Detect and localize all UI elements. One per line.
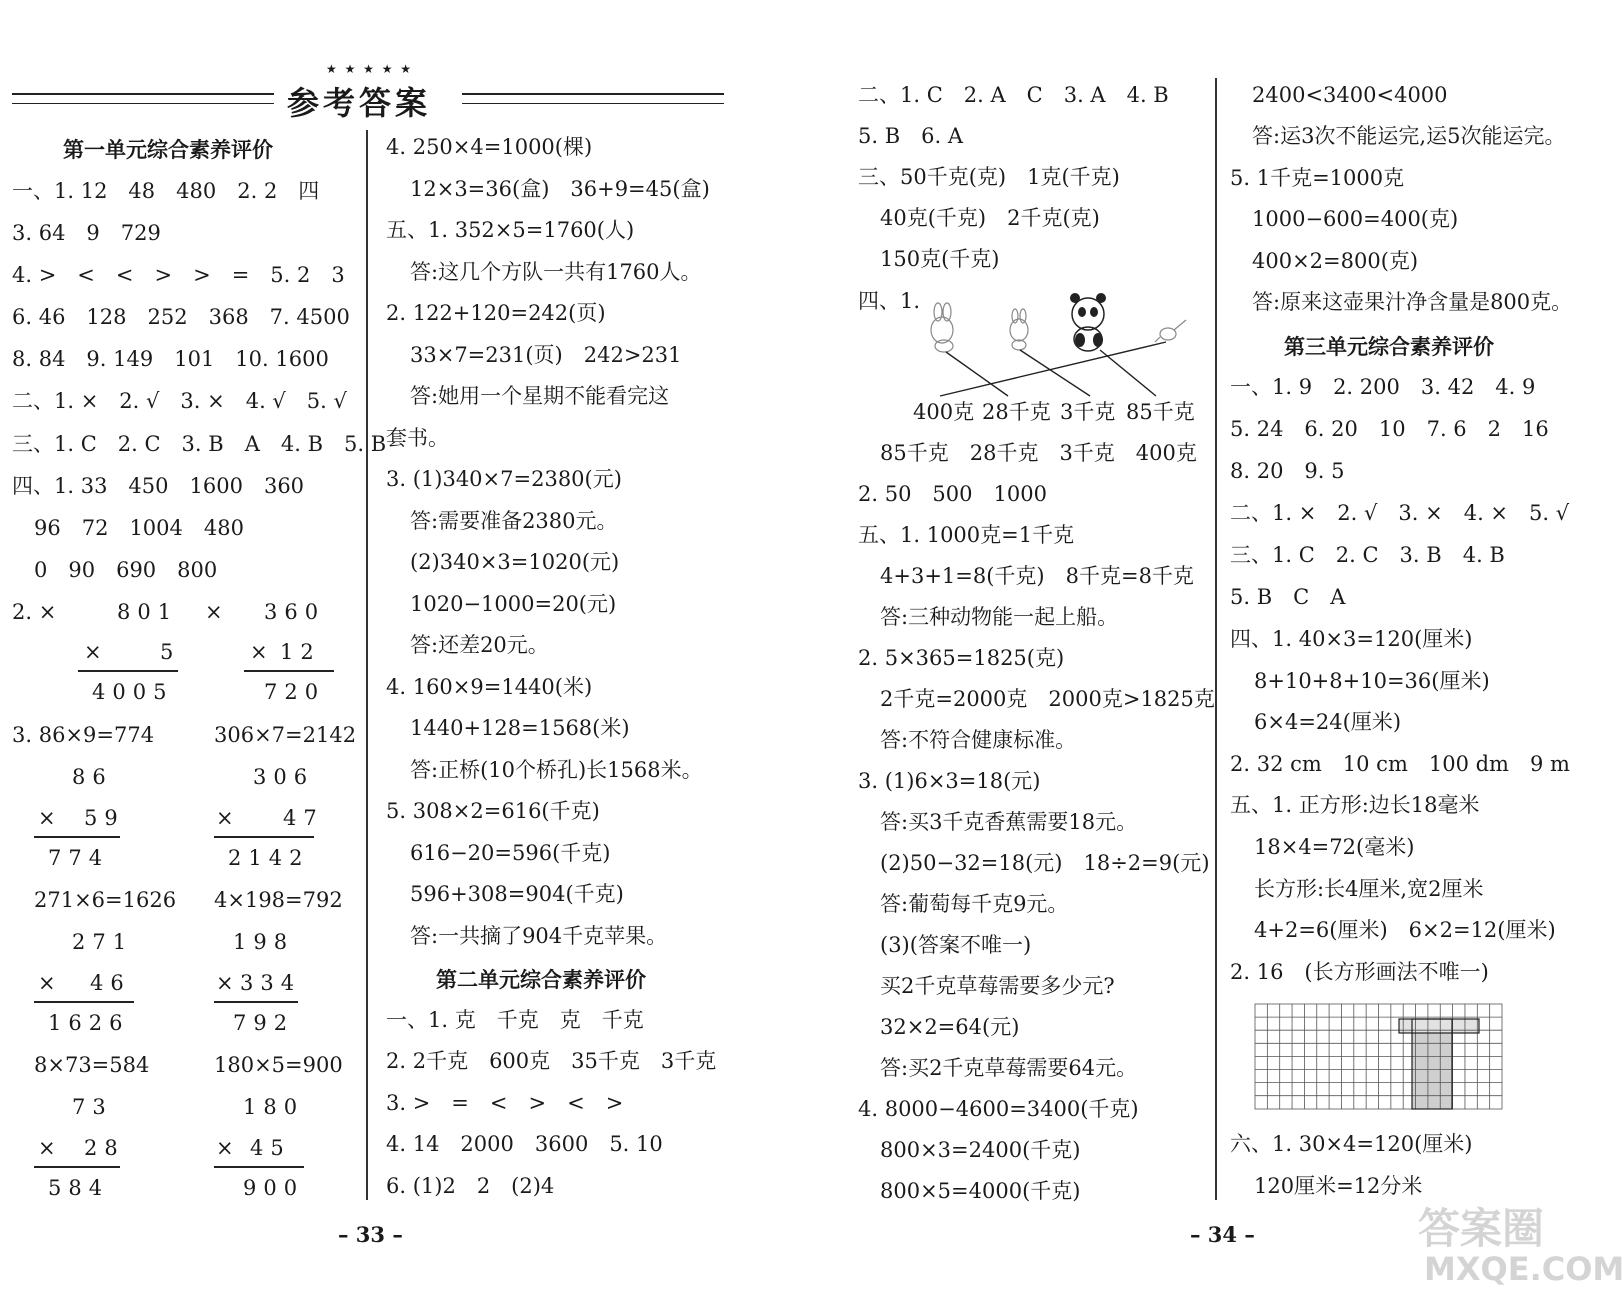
answer-line: 3. > = < > < >: [386, 1091, 624, 1115]
weight-label: 85千克: [1126, 400, 1195, 424]
page-title: 参考答案: [287, 84, 432, 122]
answer-line: 0 90 690 800: [34, 558, 218, 582]
vertical-multiplier: 12: [280, 640, 321, 664]
weight-label: 3千克: [1060, 400, 1116, 424]
vertical-top: 271: [72, 930, 134, 954]
rabbit-icon: [931, 303, 953, 352]
answer-line: 三、50千克(克) 1克(千克): [858, 165, 1120, 189]
answer-line: 4. 250×4=1000(棵): [386, 135, 593, 159]
vertical-top: 801: [117, 600, 179, 624]
panda-icon: [1070, 293, 1106, 351]
vertical-top: 73: [72, 1095, 113, 1119]
answer-line: 一、1. 12 48 480 2. 2 四: [12, 179, 320, 203]
vertical-top: 306: [253, 765, 315, 789]
answer-line: 二、1. C 2. A C 3. A 4. B: [858, 83, 1169, 107]
watermark-logo: 答案圈: [1418, 1204, 1545, 1253]
answer-line: 答:原来这壶果汁净含量是800克。: [1252, 290, 1573, 314]
answer-line: 六、1. 30×4=120(厘米): [1230, 1132, 1473, 1156]
answer-line: 6×4=24(厘米): [1254, 710, 1402, 734]
weight-label: 400克: [913, 400, 975, 424]
page-number-33: – 33 –: [338, 1222, 403, 1247]
answer-line: 答:一共摘了904千克苹果。: [410, 924, 668, 948]
answer-line: 三、1. C 2. C 3. B 4. B: [1230, 543, 1505, 567]
unit2-title: 第二单元综合素养评价: [436, 968, 646, 992]
answer-line: 5. 24 6. 20 10 7. 6 2 16: [1230, 417, 1549, 441]
vertical-multiplier: 45: [250, 1136, 291, 1160]
answer-line: 四、1. 40×3=120(厘米): [1230, 627, 1473, 651]
vertical-result: 720: [264, 680, 326, 704]
answer-line: 800×5=4000(千克): [880, 1179, 1081, 1203]
answer-line: 1020−1000=20(元): [410, 592, 617, 616]
answer-line: 596+308=904(千克): [410, 882, 624, 906]
vertical-top: 360: [264, 600, 326, 624]
unit3-title: 第三单元综合素养评价: [1284, 335, 1494, 359]
answer-line: 三、1. C 2. C 3. B A 4. B 5. B: [12, 432, 387, 456]
answer-line: 32×2=64(元): [880, 1015, 1020, 1039]
answer-line: 3. (1)340×7=2380(元): [386, 467, 622, 491]
equation: 306×7=2142: [214, 723, 357, 747]
answer-line: 长方形:长4厘米,宽2厘米: [1254, 877, 1484, 901]
page-number-34: – 34 –: [1190, 1222, 1255, 1247]
answer-line: 4+2=6(厘米) 6×2=12(厘米): [1254, 918, 1556, 942]
vertical-rule: [34, 1001, 134, 1003]
weight-label: 28千克: [982, 400, 1051, 424]
times-sign: ×: [216, 971, 234, 995]
answer-line: 2400<3400<4000: [1252, 83, 1448, 107]
answer-line: 答:需要准备2380元。: [410, 509, 618, 533]
answer-line: 33×7=231(页) 242>231: [410, 343, 682, 367]
times-sign: ×: [250, 640, 268, 664]
title-stars: ★ ★ ★ ★ ★: [326, 62, 414, 76]
vertical-multiplier: 5: [160, 640, 181, 664]
answer-line: 买2千克草莓需要多少元?: [880, 974, 1115, 998]
vertical-result: 1626: [48, 1011, 130, 1035]
grid-drawing: [1254, 1003, 1504, 1111]
vertical-rule: [244, 670, 334, 672]
answer-line: 616−20=596(千克): [410, 841, 611, 865]
times-sign: ×: [38, 1136, 56, 1160]
answer-line: 四、1.: [858, 289, 921, 313]
vertical-multiplier: 46: [90, 971, 131, 995]
column-divider-1: [366, 130, 368, 1200]
vertical-multiplier: 334: [240, 971, 302, 995]
answer-line: 3. (1)6×3=18(元): [858, 769, 1041, 793]
vertical-rule: [34, 1166, 120, 1168]
vertical-multiplier: 47: [283, 806, 324, 830]
vertical-rule: [214, 1166, 304, 1168]
answer-line: 3. 64 9 729: [12, 221, 161, 245]
answer-line: 答:买2千克草莓需要64元。: [880, 1056, 1138, 1080]
answer-line: 85千克 28千克 3千克 400克: [880, 441, 1197, 465]
vertical-rule: [34, 836, 120, 838]
answer-line: 4. 160×9=1440(米): [386, 675, 593, 699]
answer-line: (3)(答案不唯一): [880, 933, 1032, 957]
answer-line: (2)340×3=1020(元): [410, 550, 620, 574]
answer-line: 四、1. 33 450 1600 360: [12, 474, 305, 498]
rabbit-icon: [1010, 309, 1028, 350]
vertical-top: 86: [72, 765, 113, 789]
answer-line: 5. B 6. A: [858, 124, 964, 148]
answer-line: 答:葡萄每千克9元。: [880, 892, 1069, 916]
equation: 8×73=584: [34, 1053, 150, 1077]
answer-line: 6. 46 128 252 368 7. 4500: [12, 305, 350, 329]
watermark-url: MXQE.COM: [1424, 1250, 1624, 1288]
answer-line: 2. 32 cm 10 cm 100 dm 9 m: [1230, 752, 1570, 776]
answer-line: 一、1. 克 千克 克 千克: [386, 1008, 644, 1032]
equation: 271×6=1626: [34, 888, 177, 912]
answer-line: 答:这几个方队一共有1760人。: [410, 260, 702, 284]
bird-icon: [1155, 320, 1186, 342]
answer-line: 8. 20 9. 5: [1230, 459, 1345, 483]
vertical-multiplier: 28: [84, 1136, 125, 1160]
unit1-title: 第一单元综合素养评价: [63, 138, 273, 162]
vertical-top: 198: [233, 930, 295, 954]
answer-line: 五、1. 正方形:边长18毫米: [1230, 793, 1480, 817]
answer-line: 12×3=36(盒) 36+9=45(盒): [410, 177, 710, 201]
equation: 3. 86×9=774: [12, 723, 155, 747]
answer-line: 答:三种动物能一起上船。: [880, 605, 1119, 629]
vertical-result: 774: [48, 846, 110, 870]
answer-line: 5. 1千克=1000克: [1230, 166, 1405, 190]
equation: 180×5=900: [214, 1053, 343, 1077]
answer-line: 1440+128=1568(米): [410, 716, 630, 740]
answer-line: 5. B C A: [1230, 585, 1346, 609]
answer-line: 4+3+1=8(千克) 8千克=8千克: [880, 564, 1194, 588]
title-rule-left: [12, 93, 274, 104]
times-sign: ×: [216, 1136, 234, 1160]
answer-line: 2. 50 500 1000: [858, 482, 1047, 506]
answer-line: 96 72 1004 480: [34, 516, 244, 540]
vertical-multiplier: 59: [84, 806, 125, 830]
answer-line: 答:她用一个星期不能看完这: [410, 384, 670, 408]
answer-line: 五、1. 1000克=1千克: [858, 523, 1075, 547]
column-divider-2: [1215, 78, 1217, 1200]
answer-line: 2千克=2000克 2000克>1825克: [880, 687, 1215, 711]
answer-line: 答:不符合健康标准。: [880, 728, 1077, 752]
vertical-rule: [214, 1001, 298, 1003]
answer-line: 4. 14 2000 3600 5. 10: [386, 1132, 663, 1156]
answer-line: 二、1. × 2. √ 3. × 4. √ 5. √: [12, 389, 347, 413]
answer-line: 400×2=800(克): [1252, 249, 1419, 273]
question-label: 2. ×: [12, 600, 57, 624]
cross-mark: ×: [205, 600, 223, 624]
answer-line: 120厘米=12分米: [1254, 1174, 1423, 1198]
vertical-result: 900: [243, 1176, 305, 1200]
answer-line: 2. 122+120=242(页): [386, 301, 606, 325]
answer-line: (2)50−32=18(元) 18÷2=9(元): [880, 851, 1210, 875]
answer-line: 800×3=2400(千克): [880, 1138, 1081, 1162]
answer-line: 8+10+8+10=36(厘米): [1254, 669, 1490, 693]
answer-line: 2. 2千克 600克 35千克 3千克: [386, 1049, 717, 1073]
answer-line: 1000−600=400(克): [1252, 207, 1459, 231]
answer-line: 二、1. × 2. √ 3. × 4. × 5. √: [1230, 501, 1570, 525]
answer-line: 4. > < < > > = 5. 2 3: [12, 263, 345, 287]
answer-line: 答:还差20元。: [410, 633, 549, 657]
answer-line: 答:运3次不能运完,运5次能运完。: [1252, 124, 1566, 148]
answer-line: 150克(千克): [880, 247, 1000, 271]
vertical-top: 180: [243, 1095, 305, 1119]
vertical-result: 584: [48, 1176, 110, 1200]
answer-line: 2. 5×365=1825(克): [858, 646, 1065, 670]
title-rule-right: [462, 93, 724, 104]
answer-line: 8. 84 9. 149 101 10. 1600: [12, 347, 329, 371]
times-sign: ×: [38, 971, 56, 995]
answer-line: 5. 308×2=616(千克): [386, 799, 600, 823]
answer-line: 套书。: [386, 426, 449, 450]
answer-line: 4. 8000−4600=3400(千克): [858, 1097, 1139, 1121]
vertical-result: 792: [233, 1011, 295, 1035]
vertical-result: 2142: [228, 846, 310, 870]
vertical-result: 4005: [92, 680, 174, 704]
answer-line: 答:买3千克香蕉需要18元。: [880, 810, 1138, 834]
answer-line: 五、1. 352×5=1760(人): [386, 218, 635, 242]
answer-line: 18×4=72(毫米): [1254, 835, 1415, 859]
vertical-rule: [214, 836, 314, 838]
times-sign: ×: [216, 806, 234, 830]
answer-line: 6. (1)2 2 (2)4: [386, 1174, 555, 1198]
answer-line: 40克(千克) 2千克(克): [880, 206, 1100, 230]
answer-line: 一、1. 9 2. 200 3. 42 4. 9: [1230, 375, 1536, 399]
equation: 4×198=792: [214, 888, 343, 912]
times-sign: ×: [84, 640, 102, 664]
times-sign: ×: [38, 806, 56, 830]
vertical-rule: [78, 670, 178, 672]
answer-line: 答:正桥(10个桥孔)长1568米。: [410, 758, 703, 782]
answer-line: 2. 16 (长方形画法不唯一): [1230, 960, 1489, 984]
